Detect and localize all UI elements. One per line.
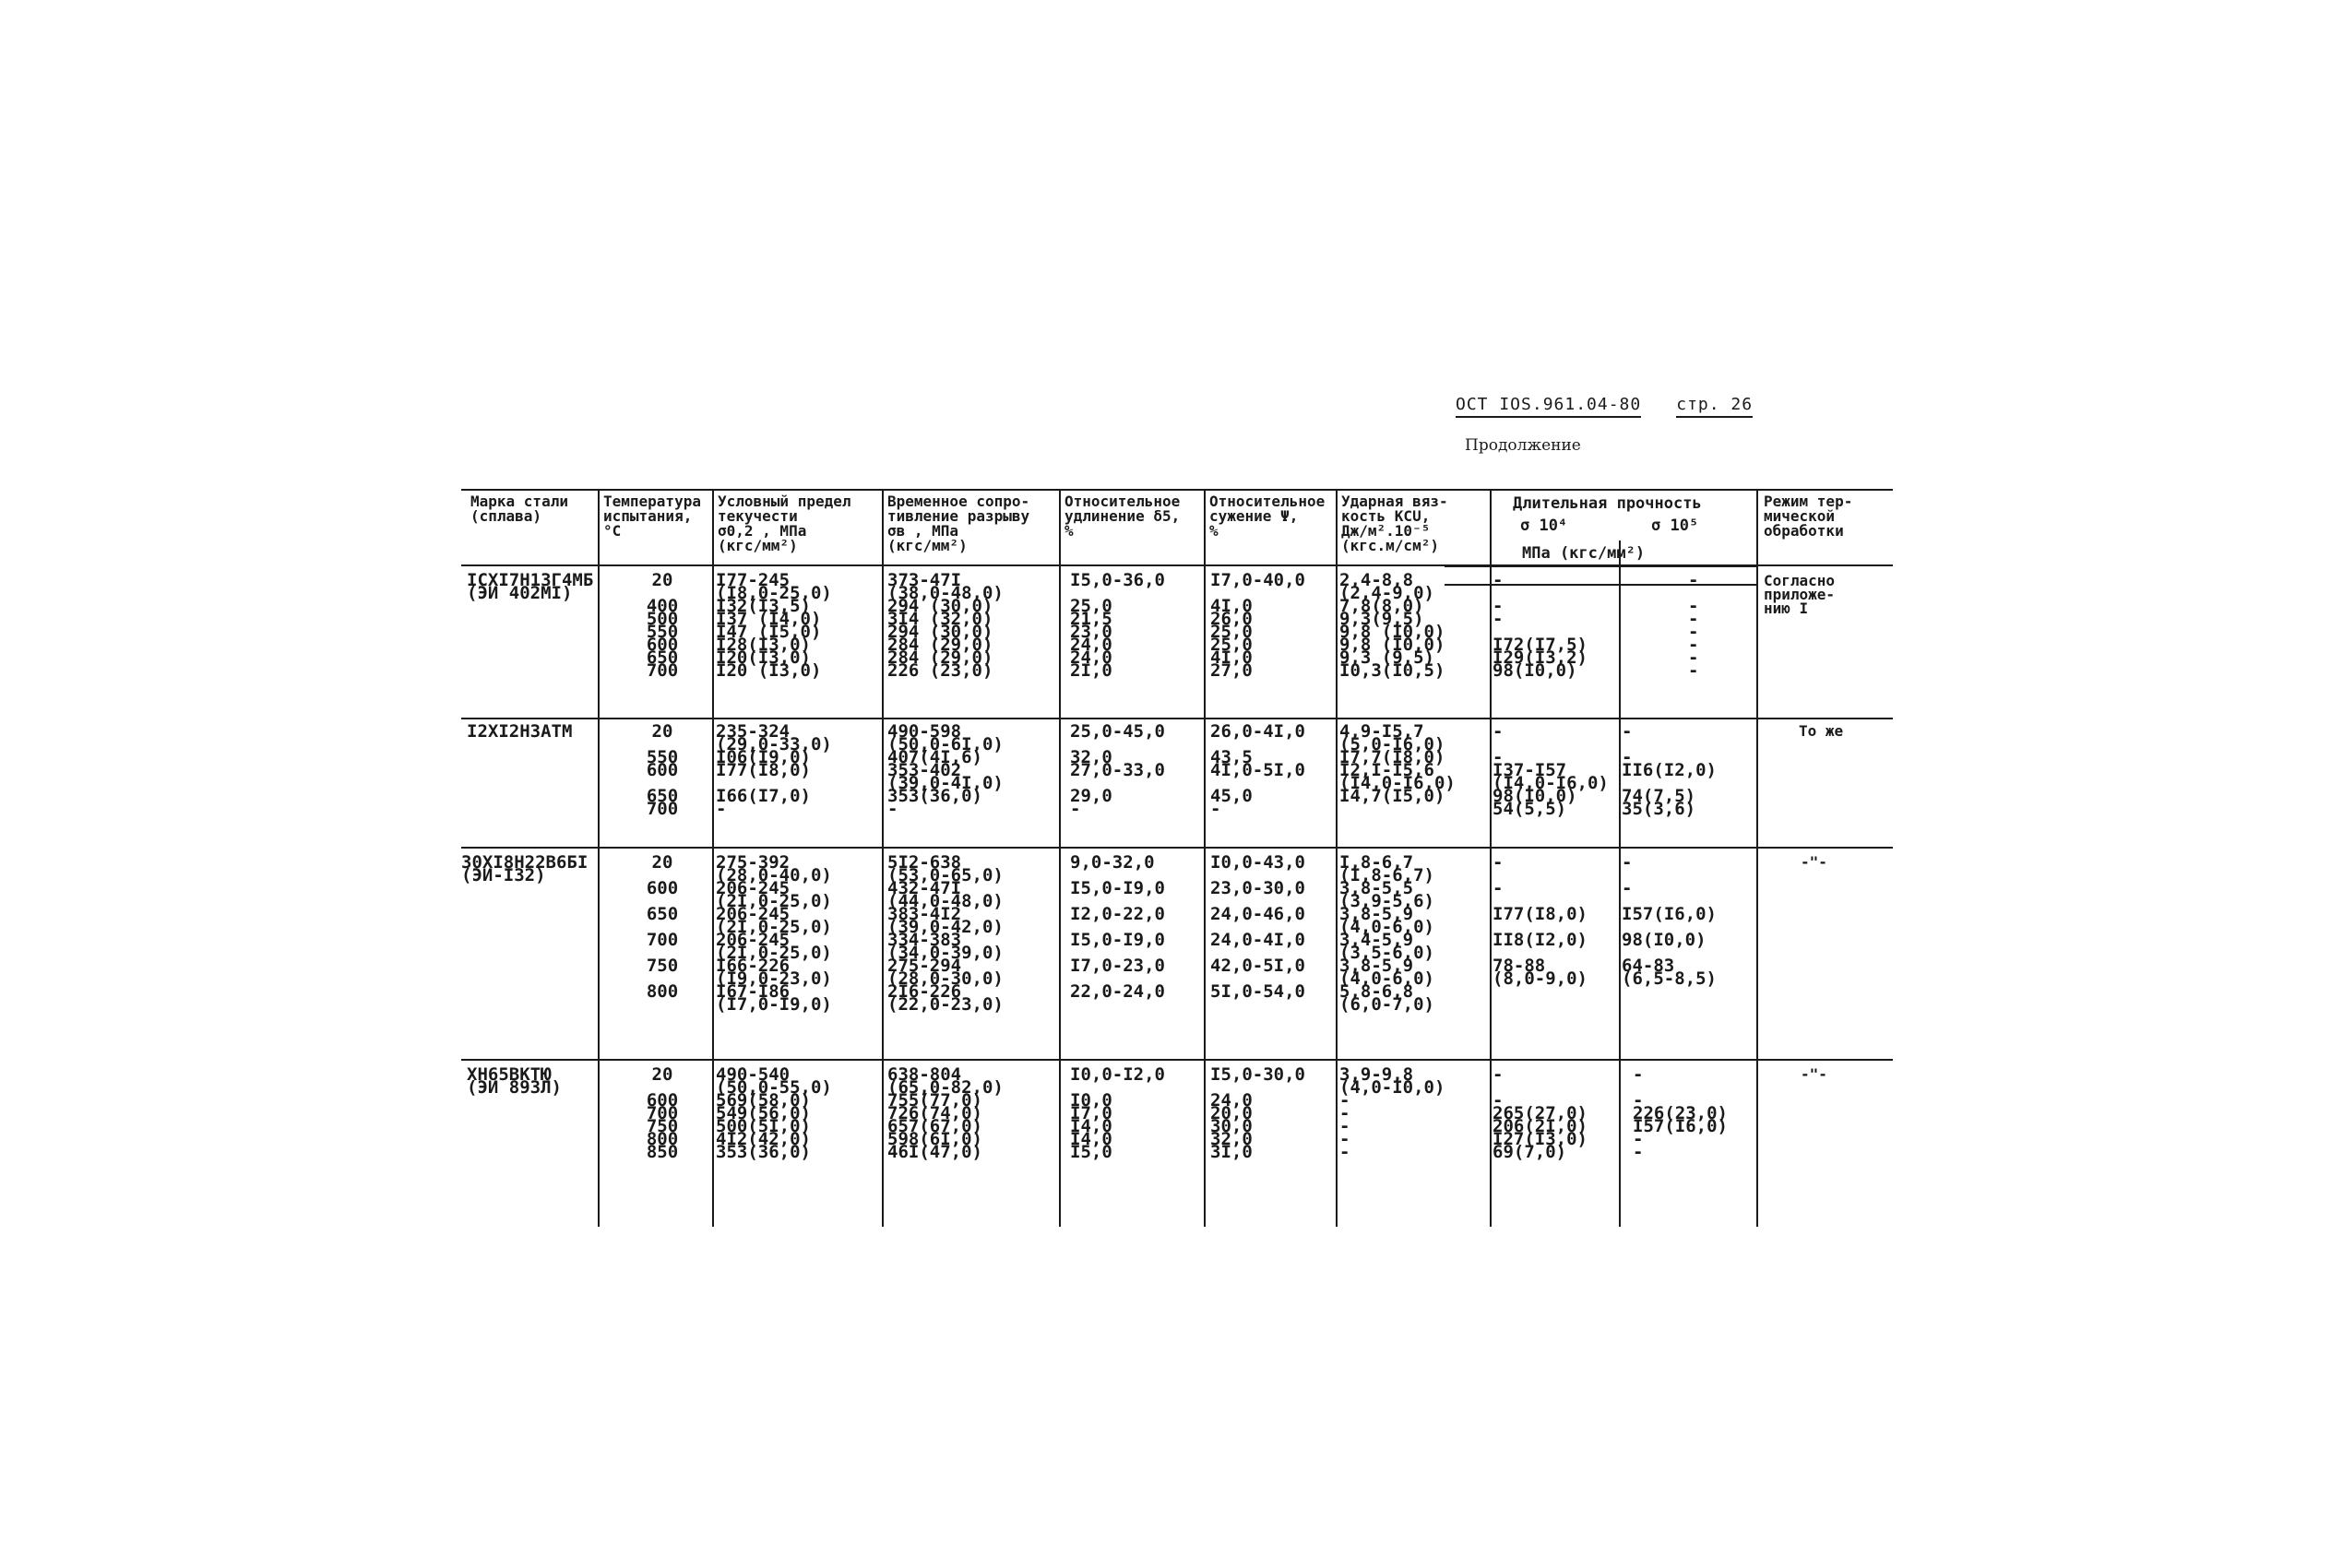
group-3-stress-10-5: - - I57(I6,0) 98(I0,0) 64-83 (6,5-8,5) [1622,852,1717,989]
col-rule-2 [712,489,714,1227]
header-creep-strength: Длительная прочность [1513,494,1702,513]
group-1-tensile: 373-47I (38,0-48,0) 294 (30,0) 3I4 (32,0) 294 (30,0) 284 (29,0) 284 (29,0) 226 (23,0) [887,570,1004,681]
group-3-temperature: 20 600 650 700 750 800 [646,852,679,1002]
group-2-rule [461,847,1893,849]
header-tensile-strength: Временное сопро- тивление разрыву σв , МПа (кгс/мм²) [887,493,1030,554]
group-3-reduction: I0,0-43,0 23,0-30,0 24,0-46,0 24,0-4I,0 42,0-5I,0 5I,0-54,0 [1210,852,1305,1002]
header-heat-treatment: Режим тер- мической обработки [1764,493,1853,540]
header-temperature: Температура испытания, °С [603,493,701,540]
group-1-elongation: I5,0-36,0 25,0 21,5 23,0 24,0 24,0 2I,0 [1070,570,1165,681]
group-4-stress-10-4: - - 265(27,0) 206(2I,0) I27(I3,0) 69(7,0) [1493,1064,1588,1162]
group-1-grade: IСХI7Н13Г4МБ (ЭИ 402МI) [467,570,594,603]
header-stress-10-4: σ 10⁴ [1520,517,1568,535]
group-4-reduction: I5,0-30,0 24,0 20,0 30,0 32,0 3I,0 [1210,1064,1305,1162]
col-rule-6 [1336,489,1338,1227]
header-elongation: Относительное удлинение δ5, % [1064,493,1181,540]
col-rule-5 [1204,489,1206,1227]
col-rule-7 [1490,489,1492,1227]
table-top-rule [461,489,1893,491]
group-2-heat-treatment: То же [1799,722,1844,740]
group-4-impact: 3,9-9,8 (4,0-I0,0) - - - - - [1339,1064,1445,1162]
group-2-elongation: 25,0-45,0 32,0 27,0-33,0 29,0 - [1070,721,1165,819]
group-1-rule [461,718,1893,719]
group-2-impact: 4,9-I5,7 (5,0-I6,0) I7,7(I8,0) I2,I-I5,6 (I4,0-I6,0) I4,7(I5,0) [1339,721,1456,806]
group-3-elongation: 9,0-32,0 I5,0-I9,0 I2,0-22,0 I5,0-I9,0 I7,0-23,0 22,0-24,0 [1070,852,1165,1002]
group-3-stress-10-4: - - I77(I8,0) II8(I2,0) 78-88 (8,0-9,0) [1493,852,1588,989]
header-yield-strength: Условный предел текучести σ0,2 , МПа (кгс/мм²) [718,493,851,554]
group-4-stress-10-5: - - 226(23,0) I57(I6,0) - - [1633,1064,1728,1162]
group-2-stress-10-5: - - II6(I2,0) 74(7,5) 35(3,6) [1622,721,1717,819]
col-rule-9 [1756,489,1758,1227]
header-units: МПа (кгс/мм²) [1522,544,1646,563]
header-impact-toughness: Ударная вяз- кость KCU, Дж/м².10⁻⁵ (кгс.м/см²) [1341,493,1448,554]
group-1-stress-10-4: - - - I72(I7,5) I29(I3,2) 98(I0,0) [1493,570,1588,681]
col-rule-4 [1059,489,1061,1227]
group-4-temperature: 20 600 700 750 800 850 [646,1064,679,1162]
group-3-impact: I,8-6,7 (I,8-6,7) 3,8-5,5 (3,9-5,6) 3,8-5,9 (4,0-6,0) 3,4-5,9 (3,5-6,0) 3,8-5,9 (4,0-6,0) 5,8-6,8 (6,0-7,0) [1339,852,1434,1015]
properties-table [461,489,1893,1227]
group-2-reduction: 26,0-4I,0 43,5 4I,0-5I,0 45,0 - [1210,721,1305,819]
group-4-heat-treatment: -"- [1801,1065,1827,1083]
group-3-rule [461,1059,1893,1061]
header-grade: Марка стали (сплава) [470,493,568,525]
col-rule-3 [882,489,884,1227]
continuation-label: Продолжение [1465,436,1581,455]
document-code: ОСТ IОS.961.04-80 [1456,395,1641,418]
header-reduction-of-area: Относительное сужение Ψ, % [1209,493,1326,540]
header-stress-10-5: σ 10⁵ [1651,517,1699,535]
group-4-yield: 490-540 (50,0-55,0) 569(58,0) 549(56,0) 500(5I,0) 4I2(42,0) 353(36,0) [716,1064,832,1162]
group-4-tensile: 638-804 (65,0-82,0) 755(77,0) 726(74,0) 657(67,0) 598(6I,0) 46I(47,0) [887,1064,1004,1162]
group-2-temperature: 20 550 600 650 700 [646,721,679,819]
group-3-tensile: 5I2-638 (53,0-65,0) 432-47I (44,0-48,0) 383-4I2 (39,0-42,0) 334-383 (34,0-39,0) 275-294 (28,0-30,0) 2I6-226 (22,0-23,0) [887,852,1004,1015]
page-number: стр. 26 [1676,395,1753,418]
group-1-yield: I77-245 (I8,0-25,0) I32(I3,5) I37 (I4,0) I47 (I5,0) I28(I3,0) I20(I3,0) I20 (I3,0) [716,570,832,681]
group-2-yield: 235-324 (29,0-33,0) I06(I9,0) I77(I8,0) I66(I7,0) - [716,721,832,819]
col-rule-1 [598,489,600,1227]
group-1-heat-treatment: Согласно приложе- нию I [1764,572,1836,617]
header-bottom-rule [461,564,1893,566]
group-1-impact: 2,4-8,8 (2,4-9,0) 7,8(8,0) 9,3(9,5) 9,8 (I0,0) 9,8 (I0,0) 9,3 (9,5) I0,3(I0,5) [1339,570,1445,681]
col-rule-8 [1619,540,1621,1227]
group-2-stress-10-4: - - I37-I57 (I4,0-I6,0) 98(I0,0) 54(5,5) [1493,721,1609,819]
group-4-grade: ХН65ВКТЮ (ЭИ 893Л) [467,1064,562,1098]
group-2-tensile: 490-598 (50,0-6I,0) 407(4I,6) 353-402 (39,0-4I,0) 353(36,0) - [887,721,1004,819]
group-2-grade: I2ХI2Н3АТМ [467,721,573,742]
group-1-reduction: I7,0-40,0 4I,0 26,0 25,0 25,0 4I,0 27,0 [1210,570,1305,681]
group-1-stress-10-5: - - - - - - - [1688,570,1699,681]
group-3-heat-treatment: -"- [1801,853,1827,871]
group-1-temperature: 20 400 500 550 600 650 700 [646,570,679,681]
group-3-grade: 30ХI8Н22В6БI (ЭИ-I32) [461,852,589,885]
group-3-yield: 275-392 (28,0-40,0) 206-245 (2I,0-25,0) 206-245 (2I,0-25,0) 206-245 (2I,0-25,0) I66-226 (I9,0-23,0) I67-I86 (I7,0-I9,0) [716,852,832,1015]
group-4-elongation: I0,0-I2,0 I0,0 I7,0 I4,0 I4,0 I5,0 [1070,1064,1165,1162]
document-header [1456,395,1788,418]
